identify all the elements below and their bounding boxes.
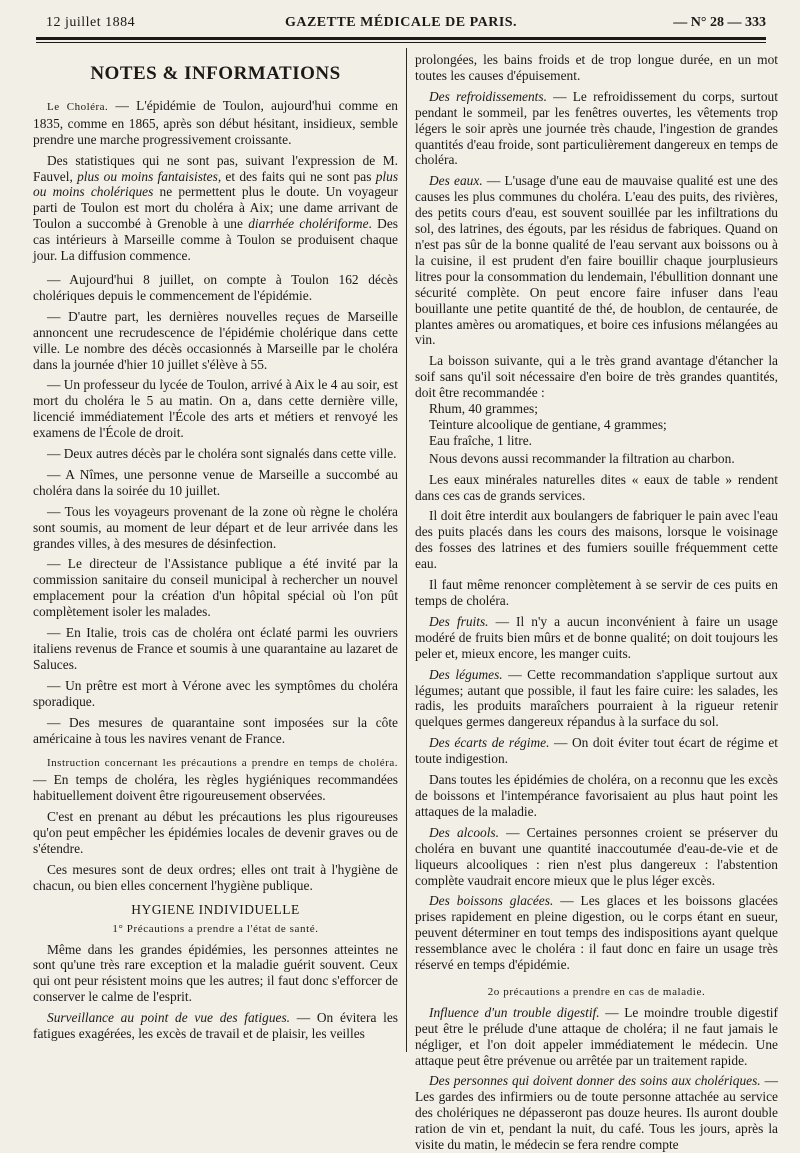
stats-text-3: ne permettent plus le doute. Un voyageur parti de Toulon est mort du choléra à Aix; une dame arrivant de Toulon a succombé à Grenoble à une (33, 184, 398, 232)
stats-text-4: . Des cas intérieurs à Marseille comme à Toulon se produisent chaque jour. La diffusion commence. (33, 216, 398, 264)
alcools-italic: Des alcools. (429, 824, 499, 840)
section-title: NOTES & INFORMATIONS (90, 63, 341, 84)
personnes-italic: Des personnes qui doivent donner des soins aux cholériques. (429, 1073, 761, 1089)
paragraph-eaux (415, 173, 778, 348)
surveillance-text: — On évitera les fatigues exagérées, les excès de travail et de plaisir, les veilles (33, 1010, 398, 1042)
paragraph-refroidissements (415, 89, 778, 169)
paragraph-marseille: — D'autre part, les dernières nouvelles reçues de Marseille annoncent une recrudescence de l'épidémie cholérique dans cette ville. Le nombre des décès occasionnés à Marseille par le choléra dans la journée d'hier 10 juillet s'élève à 55. (33, 308, 398, 372)
paragraph-pretre: — Un prêtre est mort à Vérone avec les symptômes du choléra sporadique. (33, 677, 398, 709)
eaux-text: — L'usage d'une eau de mauvaise qualité est une des causes les plus communes du choléra. L'eau des puits, des rivières, des petits cours d'eau, est souvent souillée par les infiltrations du sol, des latrines, des égouts, par les résidus de fabriques. Quand on n'est pas sûr de la bonne qualité de l'eau servant aux boissons ou à la cuisine, il est prudent d'en faire bouillir chaque jourplusieurs litres pour la consommation du lendemain, l'ébullition donnant une sécurité complète. On peut encore faire infuser dans l'eau bouillante une petite quantité de thé, de houblon, de centaurée, de plantes amères ou aromatiques, et boire ces infusions mélangées au vin. (415, 173, 778, 348)
stats-italic-1: plus ou moins fantaisistes (77, 168, 218, 184)
fruits-italic: Des fruits. (429, 613, 489, 629)
paragraph-deux-deces: — Deux autres décès par le choléra sont signalés dans cette ville. (47, 446, 397, 462)
header-rule-thick (36, 37, 766, 40)
legumes-text: — Cette recommandation s'applique surtout aux légumes; autant que possible, il faut les faire cuire: les salades, les radis, les produits maraîchers pourraient à la rigueur retenir quelques germes dangereux répandus à la surface du sol. (415, 666, 779, 730)
paragraph-prolongees: prolongées, les bains froids et de trop longue durée, en un mot toutes les causes d'épuisement. (415, 52, 778, 83)
paragraph-alcools (415, 825, 778, 889)
issue-number: — N° 28 — 333 (673, 15, 766, 30)
header-rule-thin (36, 42, 766, 43)
issue-date: 12 juillet 1884 (46, 15, 136, 30)
paragraph-nimes: — A Nîmes, une personne venue de Marseille a succombé au choléra dans la soirée du 10 juillet. (33, 466, 398, 498)
personnes-text: — Les gardes des infirmiers ou de toute personne attachée au service des cholériques ne dépasseront pas douze heures. Ils auront double ration de vin et, pendant la nuit, du café. Tous les jours, après la visite du matin, le médecin se fera rendre compte (415, 1073, 778, 1153)
stats-italic-2: plus ou moins cholériques (33, 168, 399, 200)
paragraph-eaux-minerales: Les eaux minérales naturelles dites « eaux de table » rendent dans ces cas de grands services. (415, 471, 778, 503)
paragraph-fruits (415, 614, 778, 662)
paragraph-filtration: Nous devons aussi recommander la filtration au charbon. (429, 450, 735, 466)
regime-text: — On doit éviter tout écart de régime et toute indigestion. (415, 735, 778, 767)
paragraph-puits: Il faut même renoncer complètement à se servir de ces puits en temps de choléra. (415, 577, 778, 608)
alcools-text: — Certaines personnes croient se préserver du choléra en buvant une quantité inaccoutumée d'eau-de-vie et de liqueurs alcooliques : rien n'est plus dangereux : l'abstention complète vaudrait encore mieux que le plus léger excès. (415, 824, 778, 888)
paragraph-surveillance (33, 1010, 398, 1042)
influence-italic: Influence d'un trouble digestif. (429, 1004, 600, 1020)
paragraph-assistance: — Le directeur de l'Assistance publique a été invité par la commission sanitaire du conseil municipal à rechercher un nouvel emplacement pour la création d'un hôpital spécial où l'on pût complètement isoler les malades. (33, 556, 398, 620)
page-header (36, 15, 766, 33)
paragraph-grandes-epidemies: Même dans les grandes épidémies, les personnes atteintes ne sont qu'une très rare exception et la maladie guérit souvent. Ceux qui ont peur résistent moins que les autres; il faut donc s'efforcer de conserver le calme de l'esprit. (33, 941, 398, 1005)
recipe-gentiane: Teinture alcoolique de gentiane, 4 grammes; (429, 416, 667, 432)
glacees-italic: Des boissons glacées. (429, 893, 554, 909)
paragraph-boulangers: Il doit être interdit aux boulangers de fabriquer le pain avec l'eau des puits placés dans les cours des maisons, lorsque le voisinage des fosses des latrines et des fumiers souille fréquemment cette eau. (415, 508, 778, 572)
paragraph-instruction (33, 754, 398, 804)
paragraph-regime (415, 735, 778, 767)
paragraph-8-juillet: — Aujourd'hui 8 juillet, on compte à Toulon 162 décès cholériques depuis le commencement de l'épidémie. (33, 271, 398, 303)
paragraph-italie: — En Italie, trois cas de choléra ont éclaté parmi les ouvriers italiens revenus de France et soumis à une quarantaine au lazaret de Saluces. (33, 625, 398, 672)
journal-title: GAZETTE MÉDICALE DE PARIS. (284, 15, 518, 30)
paragraph-epidemies: Dans toutes les épidémies de choléra, on a reconnu que les excès de boissons et l'intempérance favorisaient au plus haut point les attaques de la maladie. (415, 772, 778, 819)
paragraph-influence (415, 1005, 778, 1069)
refroidissements-text: — Le refroidissement du corps, surtout pendant le sommeil, par les fenêtres ouvertes, les vêtements trop légers le soir après une journée très chaude, l'ingestion de grandes quantités d'eau froide, sont particulièrement dangereux en temps de choléra. (415, 88, 778, 168)
paragraph-legumes (415, 667, 778, 731)
recipe-eau: Eau fraîche, 1 litre. (429, 432, 532, 448)
influence-text: — Le moindre trouble digestif peut être le prélude d'une attaque de choléra; il ne faut jamais le négliger, et l'on doit appeler immédiatement le médecin. Une attaque peut être prévenue ou arrêtée par un traitement rapide. (415, 1004, 778, 1068)
paragraph-debut: C'est en prenant au début les précautions les plus rigoureuses qu'on peut empêcher les épidémies locales de devenir graves ou de s'étendre. (33, 809, 398, 856)
paragraph-boisson: La boisson suivante, qui a le très grand avantage d'étancher la soif sans qu'il soit nécessaire d'en boire de très grandes quantités, doit être recommandée : (415, 353, 778, 401)
cholera-text: — L'épidémie de Toulon, aujourd'hui comme en 1835, comme en 1865, après son début hésitant, insidieux, semble prendre une marche progressivement croissante. (33, 97, 398, 147)
paragraph-professeur: — Un professeur du lycée de Toulon, arrivé à Aix le 4 au soir, est mort du choléra le 5 au matin. On a, dans cette dernière ville, licencié immédiatement l'École des arts et métiers et renvoyé les examens de l'École de droit. (33, 377, 398, 441)
paragraph-personnes (415, 1073, 778, 1153)
paragraph-voyageurs: — Tous les voyageurs provenant de la zone où règne le choléra sont soumis, au moment de leur départ et de leur arrivée dans les grandes villes, à des mesures de désinfection. (33, 503, 398, 551)
paragraph-statistiques (33, 153, 398, 264)
left-column (33, 52, 398, 1052)
cholera-lead: Le Choléra. (47, 100, 109, 113)
fruits-text: — Il n'y a aucun inconvénient à faire un usage modéré de fruits bien mûrs et de bonne qualité; on doit toujours les peler et, mieux encore, les manger cuits. (415, 613, 778, 661)
instruction-text: — En temps de choléra, les règles hygiéniques recommandées habituellement doivent être rigoureusement observées. (33, 772, 398, 804)
eaux-italic: Des eaux. (429, 173, 483, 189)
column-divider (406, 48, 407, 1052)
regime-italic: Des écarts de régime. (429, 735, 550, 751)
stats-text-1: Des statistiques qui ne sont pas, suivant l'expression de M. Fauvel, (33, 152, 398, 184)
glacees-text: — Les glaces et les boissons glacées prises rapidement en pleine digestion, ou le corps étant en sueur, peuvent déterminer en tout temps des indispositions ayant quelque ressemblance avec le choléra : il faut donc en faire un usage très réservé en temps d'épidémie. (415, 893, 778, 973)
refroidissements-italic: Des refroidissements. (429, 88, 547, 104)
paragraph-boissons-glacees (415, 893, 778, 973)
paragraph-cholera (33, 98, 398, 148)
paragraph-mesures: Ces mesures sont de deux ordres; elles ont trait à l'hygiène de chacun, ou bien elles concernent l'hygiène publique. (33, 861, 398, 893)
hygiene-title: HYGIENE INDIVIDUELLE (131, 901, 300, 917)
paragraph-quarantaine: — Des mesures de quarantaine sont imposées sur la côte américaine à tous les navires venant de France. (33, 714, 398, 746)
legumes-italic: Des légumes. (429, 666, 503, 682)
stats-italic-3: diarrhée cholériforme (248, 216, 369, 232)
surveillance-italic: Surveillance au point de vue des fatigues. (47, 1010, 291, 1026)
precautions-title: 1° Précautions a prendre a l'état de santé. (112, 922, 319, 935)
maladie-title: 2o précautions a prendre en cas de maladie. (487, 985, 706, 998)
instruction-lead: Instruction concernant les précautions a prendre en temps de choléra. (47, 757, 398, 770)
stats-text-2: , et des faits qui ne sont pas (217, 168, 376, 184)
right-column (415, 52, 779, 1153)
recipe-rhum: Rhum, 40 grammes; (429, 401, 538, 417)
